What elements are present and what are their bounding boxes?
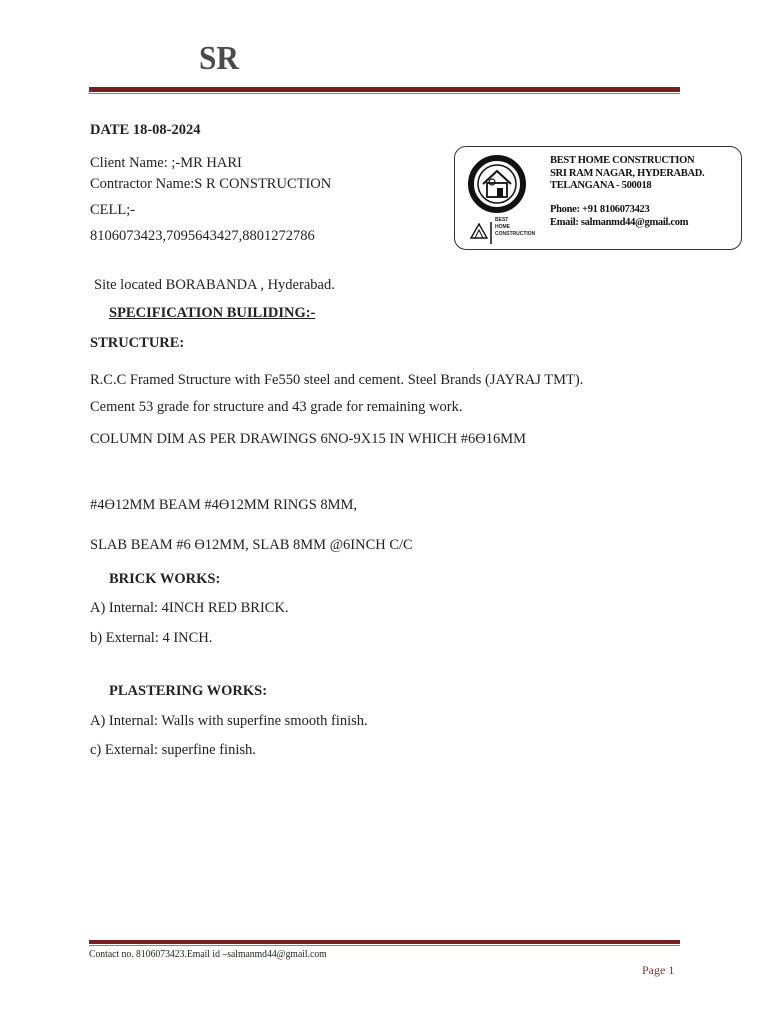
footer-rule <box>89 940 680 944</box>
emblem-lettering <box>495 217 535 238</box>
stamp-company: BEST HOME CONSTRUCTION <box>550 155 695 166</box>
plaster-external: c) External: superfine finish. <box>90 742 256 758</box>
structure-line: SLAB BEAM #6 ϴ12MM, SLAB 8MM @6INCH C/C <box>90 537 413 553</box>
structure-line: Cement 53 grade for structure and 43 grade for remaining work. <box>90 399 463 415</box>
letterhead-logo: SR <box>199 40 239 77</box>
structure-line: #4ϴ12MM BEAM #4ϴ12MM RINGS 8MM, <box>90 497 358 513</box>
contractor-name: Contractor Name:S R CONSTRUCTION <box>90 176 332 192</box>
header-rule <box>89 87 680 92</box>
stamp-address-2: TELANGANA - 500018 <box>550 180 652 191</box>
cell-numbers: 8106073423,7095643427,8801272786 <box>90 228 315 244</box>
structure-line: COLUMN DIM AS PER DRAWINGS 6NO-9X15 IN WHICH #6ϴ16MM <box>90 431 526 447</box>
site-location: Site located BORABANDA , Hyderabad. <box>94 277 335 293</box>
plaster-internal: A) Internal: Walls with superfine smooth finish. <box>90 713 368 729</box>
stamp-email: Email: salmanmd44@gmail.com <box>550 217 689 228</box>
page-number: Page 1 <box>642 963 675 977</box>
brick-internal: A) Internal: 4INCH RED BRICK. <box>90 600 289 616</box>
specification-heading: SPECIFICATION BUILIDING:- <box>109 305 316 321</box>
brick-works-heading: BRICK WORKS: <box>109 571 221 587</box>
stamp-phone: Phone: +91 8106073423 <box>550 204 650 215</box>
footer-contact: Contact no. 8106073423.Email id –salmanmd44@gmail.com <box>89 948 327 960</box>
plastering-works-heading: PLASTERING WORKS: <box>109 683 268 699</box>
header-rule-thin <box>89 93 680 94</box>
emblem-word: CONSTRUCTION <box>495 231 536 237</box>
stamp-address-1: SRI RAM NAGAR, HYDERABAD. <box>550 168 705 179</box>
brick-external: b) External: 4 INCH. <box>90 630 213 646</box>
structure-line: R.C.C Framed Structure with Fe550 steel and cement. Steel Brands (JAYRAJ TMT). <box>90 372 584 388</box>
emblem-word: BEST <box>495 217 509 223</box>
emblem-word: HOME <box>495 224 510 230</box>
cell-label: CELL;- <box>90 202 136 218</box>
document-date: DATE 18-08-2024 <box>90 122 201 138</box>
structure-heading: STRUCTURE: <box>90 335 185 351</box>
company-stamp <box>454 146 742 250</box>
client-name: Client Name: ;-MR HARI <box>90 155 242 171</box>
footer-rule-thin <box>89 945 680 946</box>
